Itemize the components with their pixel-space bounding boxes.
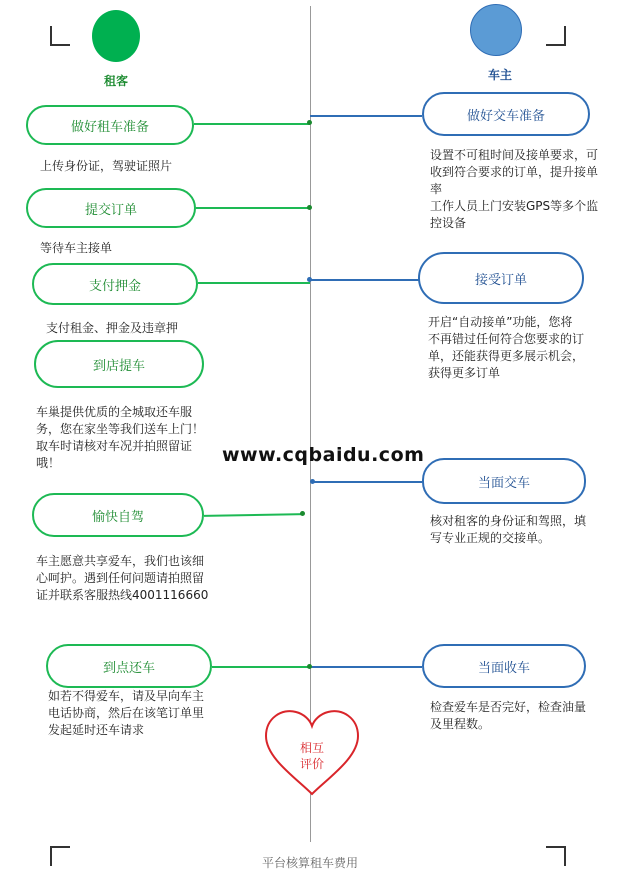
- tenant-step-submit-order-desc: 等待车主接单: [40, 241, 113, 255]
- watermark: www.cqbaidu.com: [222, 444, 425, 466]
- tenant-step-prepare: 做好租车准备: [26, 105, 194, 145]
- tenant-step-pay-deposit-desc: 支付租金、押金及违章押: [46, 321, 179, 335]
- tenant-step-pickup: 到店提车: [34, 340, 204, 388]
- heart-label: 相互 评价: [299, 741, 324, 771]
- owner-step-handover: 当面交车: [422, 458, 586, 504]
- owner-step-handover-desc: 核对租客的身份证和驾照，填 写专业正规的交接单。: [430, 514, 587, 545]
- tenant-step-prepare-desc: 上传身份证，驾驶证照片: [40, 159, 173, 173]
- tenant-label: 租客: [103, 74, 128, 88]
- tenant-step-pay-deposit: 支付押金: [32, 263, 198, 305]
- tenant-step-return-desc: 如若不得爱车，请及早向车主 电话协商，然后在该笔订单里 发起延时还车请求: [48, 689, 205, 737]
- tenant-step-pickup-desc: 车巢提供优质的全城取还车服 务，您在家坐等我们送车上门！ 取车时请核对车况并拍照留证 哦！: [36, 405, 205, 470]
- footer-caption: 平台核算租车费用: [262, 856, 359, 870]
- owner-label: 车主: [487, 68, 512, 82]
- owner-step-receive: 当面收车: [422, 644, 586, 688]
- owner-step-prepare: 做好交车准备: [422, 92, 590, 136]
- owner-step-prepare-desc: 设置不可租时间及接单要求，可 收到符合要求的订单，提升接单 率 工作人员上门安装GPS等多个监 控设备: [430, 148, 599, 230]
- owner-step-accept-order-desc: 开启“自动接单”功能，您将 不再错过任何符合您要求的订 单，还能获得更多展示机会， 获得更多订单: [428, 315, 585, 380]
- tenant-step-submit-order: 提交订单: [26, 188, 196, 228]
- tenant-step-return: 到点还车: [46, 644, 212, 688]
- owner-step-receive-desc: 检查爱车是否完好，检查油量 及里程数。: [430, 700, 587, 731]
- owner-step-accept-order: 接受订单: [418, 252, 584, 304]
- tenant-step-drive: 愉快自驾: [32, 493, 204, 537]
- tenant-step-drive-desc: 车主愿意共享爱车，我们也该细 心呵护。遇到任何问题请拍照留 证并联系客服热线4001116660: [36, 554, 209, 602]
